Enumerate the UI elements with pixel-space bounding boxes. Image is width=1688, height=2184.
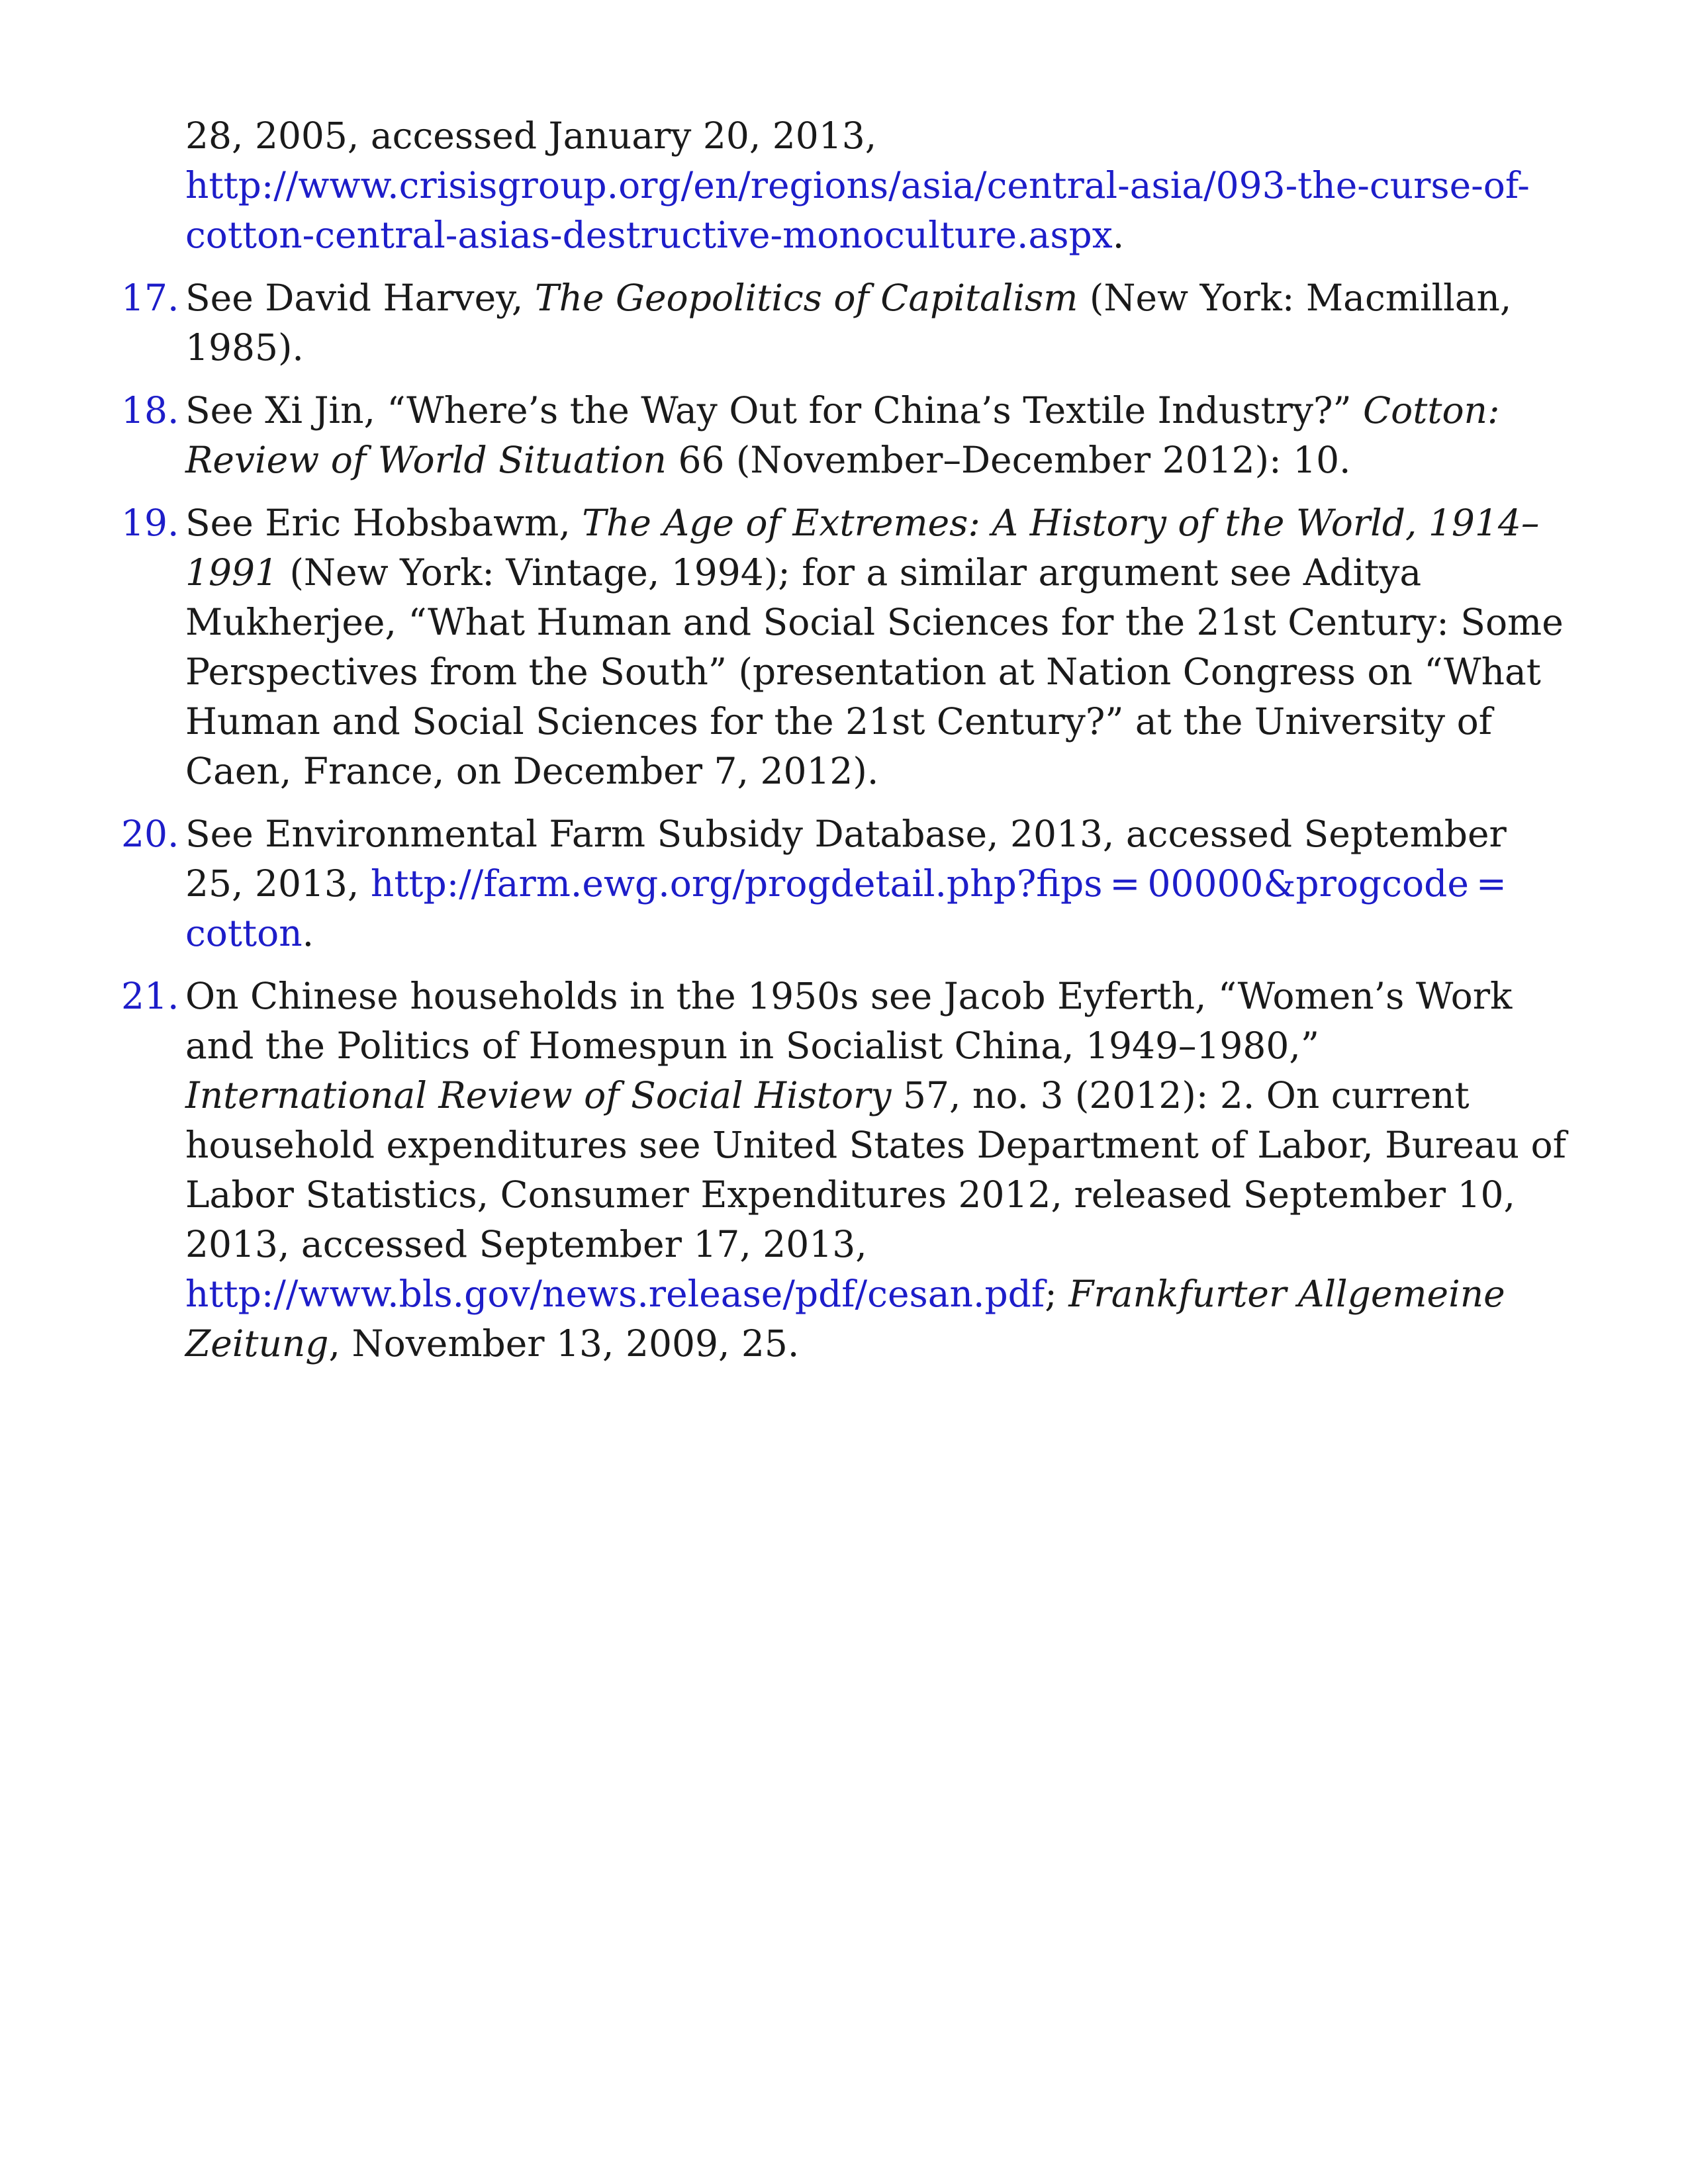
note-text: See David Harvey, <box>185 277 535 319</box>
url-link[interactable]: http://www.crisisgroup.org/en/regions/asia/central-asia/093-the-curse-​of-cotton-central-asias-destructive-monoculture.aspx <box>185 164 1530 256</box>
note-text: 28, 2005, accessed January 20, 2013, <box>185 114 877 157</box>
endnote-20 <box>113 809 1569 958</box>
note-text: . <box>302 912 314 954</box>
endnote-continuation <box>113 111 1569 260</box>
note-text: (New York: Macmillan, 1985). <box>185 277 1512 369</box>
work-title: Frankfurter Allgemeine Zeitung <box>185 1273 1505 1365</box>
endnote-number[interactable]: 20. <box>121 813 179 855</box>
endnote-19 <box>113 498 1569 796</box>
endnote-17 <box>113 273 1569 373</box>
note-text: , November 13, 2009, 25. <box>328 1322 800 1365</box>
endnote-number[interactable]: 19. <box>121 502 179 544</box>
url-link[interactable]: http://www.bls.gov/news.release/pdf/cesan.pdf <box>185 1273 1045 1315</box>
note-text: 57, no. 3 (2012): 2. On current household expenditures see United States Department of Labor, Bureau of Labor Statistics, Consumer Expenditures 2012, released September 10, 2013, accessed September 17, 2013, <box>185 1074 1566 1265</box>
endnote-number[interactable]: 18. <box>121 389 179 432</box>
note-text: See Eric Hobsbawm, <box>185 502 583 544</box>
note-text: On Chinese households in the 1950s see Jacob Eyferth, “Women’s Work and the Politics of Homespun in Socialist China, 1949–1980,” <box>185 975 1513 1067</box>
note-text: ; <box>1045 1273 1069 1315</box>
work-title: International Review of Social History <box>185 1074 892 1116</box>
note-text: (New York: Vintage, 1994); for a similar argument see Aditya Mukherjee, “What Human and Social Sciences for the 21st Century: Some Perspectives from the South” (presentation at Nation Congress on “What Human and Social Sciences for the 21st Century?” at the University of Caen, France, on December 7, 2012). <box>185 551 1564 792</box>
work-title: The Geopolitics of Capitalism <box>534 277 1078 319</box>
endnote-number[interactable]: 21. <box>121 975 179 1017</box>
work-title: Cotton: Review of World Situation <box>185 389 1500 481</box>
note-text: See Xi Jin, “Where’s the Way Out for China’s Textile Industry?” <box>185 389 1364 432</box>
endnote-21 <box>113 972 1569 1369</box>
endnotes-list <box>113 111 1569 1382</box>
endnote-number[interactable]: 17. <box>121 277 179 319</box>
note-text: . <box>1112 214 1125 256</box>
work-title: The Age of Extremes: A History of the World, 1914–1991 <box>185 502 1540 594</box>
url-link[interactable]: http://farm.ewg.org/progdetail.php?​fips = 00000&progcode = cotton <box>185 862 1514 954</box>
note-text: 66 (November–December 2012): 10. <box>666 439 1351 481</box>
endnote-18 <box>113 386 1569 485</box>
note-text: See Environmental Farm Subsidy Database, 2013, accessed September 25, 2013, <box>185 813 1507 905</box>
